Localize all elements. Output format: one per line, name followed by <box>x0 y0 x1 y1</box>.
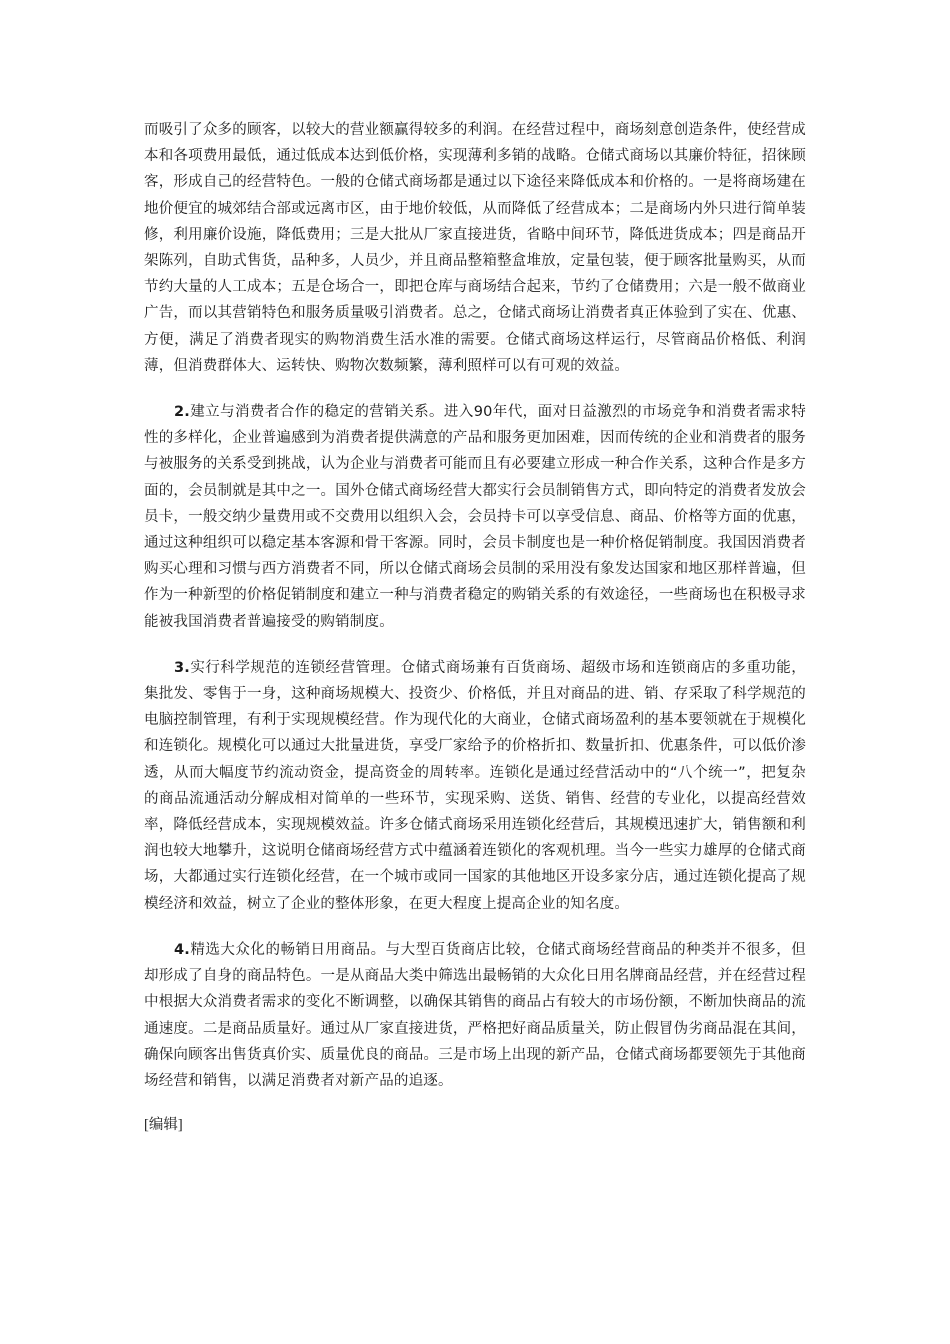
document-body <box>144 117 806 1138</box>
paragraph-number: 4. <box>174 941 190 958</box>
paragraph-1 <box>144 117 806 379</box>
paragraph-text: 而吸引了众多的顾客，以较大的营业额赢得较多的利润。在经营过程中，商场刻意创造条件，使经营成本和各项费用最低，通过低成本达到低价格，实现薄利多销的战略。仓储式商场以其廉价特征，招徕顾客，形成自己的经营特色。一般的仓储式商场都是通过以下途径来降低成本和价格的。一是将商场建在地价便宜的城郊结合部或远离市区，由于地价较低，从而降低了经营成本；二是商场内外只进行简单装修，利用廉价设施，降低费用；三是大批从厂家直接进货，省略中间环节，降低进货成本；四是商品开架陈列，自助式售货，品种多，人员少，并且商品整箱整盒堆放，定量包装，便于顾客批量购买，从而节约大量的人工成本；五是仓场合一，即把仓库与商场结合起来，节约了仓储费用；六是一般不做商业广告，而以其营销特色和服务质量吸引消费者。总之，仓储式商场让消费者真正体验到了实在、优惠、方便，满足了消费者现实的购物消费生活水准的需要。仓储式商场这样运行，尽管商品价格低、利润薄，但消费群体大、运转快、购物次数频繁，薄利照样可以有可观的效益。 <box>144 122 806 374</box>
paragraph-text: 精选大众化的畅销日用商品。与大型百货商店比较，仓储式商场经营商品的种类并不很多，但却形成了自身的商品特色。一是从商品大类中筛选出最畅销的大众化日用名牌商品经营，并在经营过程中根据大众消费者需求的变化不断调整，以确保其销售的商品占有较大的市场份额，不断加快商品的流通速度。二是商品质量好。通过从厂家直接进货，严格把好商品质量关，防止假冒伪劣商品混在其间，确保向顾客出售货真价实、质量优良的商品。三是市场上出现的新产品，仓储式商场都要领先于其他商场经营和销售，以满足消费者对新产品的追逐。 <box>144 941 806 1089</box>
paragraph-number: 3. <box>174 659 190 676</box>
paragraph-number: 2. <box>174 404 190 421</box>
edit-link[interactable]: [编辑] <box>144 1117 183 1134</box>
paragraph-4 <box>144 937 806 1094</box>
paragraph-3 <box>144 655 806 917</box>
paragraph-text: 实行科学规范的连锁经营管理。仓储式商场兼有百货商场、超级市场和连锁商店的多重功能，集批发、零售于一身，这种商场规模大、投资少、价格低，并且对商品的进、销、存采取了科学规范的电脑控制管理，有利于实现规模经营。作为现代化的大商业，仓储式商场盈利的基本要领就在于规模化和连锁化。规模化可以通过大批量进货，享受厂家给予的价格折扣、数量折扣、优惠条件，可以低价渗透，从而大幅度节约流动资金，提高资金的周转率。连锁化是通过经营活动中的“八个统一”，把复杂的商品流通活动分解成相对简单的一些环节，实现采购、送货、销售、经营的专业化，以提高经营效率，降低经营成本，实现规模效益。许多仓储式商场采用连锁化经营后，其规模迅速扩大，销售额和利润也较大地攀升，这说明仓储商场经营方式中蕴涵着连锁化的客观机理。当今一些实力雄厚的仓储式商场，大都通过实行连锁化经营，在一个城市或同一国家的其他地区开设多家分店，通过连锁化提高了规模经济和效益，树立了企业的整体形象，在更大程度上提高企业的知名度。 <box>144 659 806 912</box>
paragraph-2 <box>144 399 806 635</box>
paragraph-text: 建立与消费者合作的稳定的营销关系。进入90年代，面对日益激烈的市场竞争和消费者需求特性的多样化，企业普遍感到为消费者提供满意的产品和服务更加困难，因而传统的企业和消费者的服务与被服务的关系受到挑战，认为企业与消费者可能而且有必要建立形成一种合作关系，这种合作是多方面的，会员制就是其中之一。国外仓储式商场经营大都实行会员制销售方式，即向特定的消费者发放会员卡，一般交纳少量费用或不交费用以组织入会，会员持卡可以享受信息、商品、价格等方面的优惠，通过这种组织可以稳定基本客源和骨干客源。同时，会员卡制度也是一种价格促销制度。我国因消费者购买心理和习惯与西方消费者不同，所以仓储式商场会员制的采用没有象发达国家和地区那样普遍，但作为一种新型的价格促销制度和建立一种与消费者稳定的购销关系的有效途径，一些商场也在积极寻求能被我国消费者普遍接受的购销制度。 <box>144 404 806 630</box>
